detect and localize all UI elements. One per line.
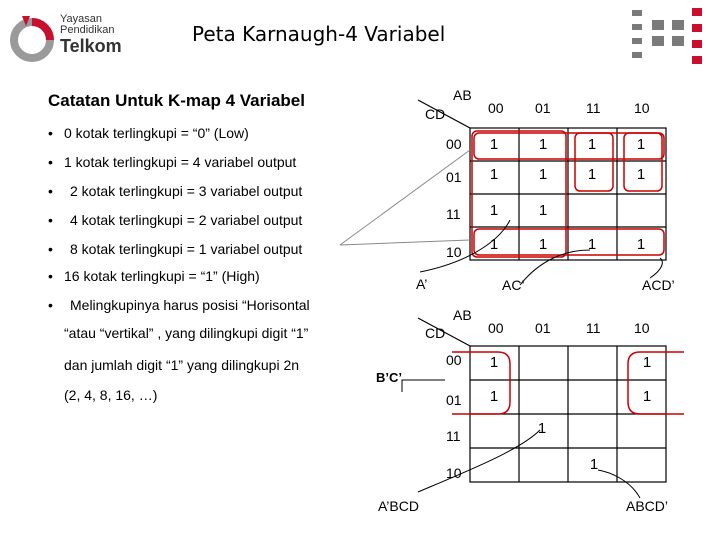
bullet-icon: • — [48, 297, 53, 313]
kmap1-cell: 1 — [489, 136, 499, 153]
arrow-acd-prime — [650, 258, 662, 278]
kmap2-col-header: 11 — [586, 320, 601, 336]
page-title: Peta Karnaugh-4 Variabel — [192, 22, 446, 46]
kmap2-cd-label: CD — [425, 325, 446, 341]
bullet-icon: • — [48, 268, 53, 284]
bullet-icon: • — [48, 125, 53, 141]
arrow-a-bcd — [418, 430, 540, 492]
org-name-line3: Telkom — [60, 36, 122, 56]
kmap2-cell: 1 — [489, 388, 499, 405]
kmap1-col-header: 01 — [535, 100, 551, 116]
note-item: 0 kotak terlingkupi = “0” (Low) — [64, 125, 249, 141]
kmap2-cell: 1 — [589, 456, 599, 473]
kmap2-ab-label: AB — [453, 307, 472, 323]
note-item: 2 kotak terlingkupi = 3 variabel output — [70, 183, 303, 199]
kmap1-cell: 1 — [636, 136, 646, 153]
kmap1-cell: 1 — [587, 236, 597, 253]
kmap2-cell: 1 — [537, 420, 547, 437]
kmap2-row-header: 01 — [446, 392, 462, 408]
note-continuation: “atau “vertikal” , yang dilingkupi digit “1” — [64, 325, 309, 341]
org-name-line1: Yayasan — [60, 13, 102, 25]
kmap1-col-header: 00 — [488, 100, 504, 116]
kmap1-cell: 1 — [489, 202, 499, 219]
kmap2-row-header: 00 — [446, 352, 462, 368]
kmap1-ab-label: AB — [453, 87, 472, 103]
bullet-icon: • — [48, 154, 53, 170]
note-item: 1 kotak terlingkupi = 4 variabel output — [64, 154, 297, 170]
kmap2-row-header: 10 — [446, 465, 462, 481]
kmap1-cell: 1 — [587, 136, 597, 153]
arrow-bc-prime — [402, 380, 445, 392]
kmap1-annotation-ac-prime: AC’ — [502, 277, 525, 293]
kmap1-row-header: 01 — [446, 169, 462, 185]
kmap1-cell: 1 — [636, 236, 646, 253]
bullet-icon: • — [48, 183, 53, 199]
kmap1-cell: 1 — [538, 236, 548, 253]
kmap2-cell: 1 — [642, 388, 652, 405]
kmap1-cell: 1 — [538, 166, 548, 183]
note-continuation: dan jumlah digit “1” yang dilingkupi 2n — [64, 357, 300, 373]
kmap2-row-header: 11 — [446, 428, 461, 444]
kmap2-annotation-bc-prime: B’C’ — [376, 370, 402, 385]
kmap2-col-header: 01 — [535, 320, 551, 336]
pointer-line-1 — [340, 150, 470, 245]
kmap2-cell: 1 — [642, 354, 652, 371]
note-item: 8 kotak terlingkupi = 1 variabel output — [70, 241, 303, 257]
kmap1-annotation-a-prime: A’ — [416, 276, 428, 292]
kmap1-row-header: 10 — [446, 244, 462, 260]
kmap2-col-header: 10 — [634, 320, 650, 336]
kmap1-cell: 1 — [538, 202, 548, 219]
kmap1-annotation-acd-prime: ACD’ — [642, 277, 675, 293]
note-continuation: (2, 4, 8, 16, …) — [64, 387, 158, 403]
note-item: 16 kotak terlingkupi = “1” (High) — [64, 268, 260, 284]
bullet-icon: • — [48, 241, 53, 257]
kmap2-annotation-a-bcd: A’BCD — [378, 498, 419, 514]
kmap1-cell: 1 — [489, 236, 499, 253]
kmap2-arrows — [402, 380, 640, 498]
kmap1-cell: 1 — [489, 166, 499, 183]
bullet-icon: • — [48, 212, 53, 228]
org-name-line2: Pendidikan — [60, 24, 115, 36]
kmap1-cd-label: CD — [425, 106, 446, 122]
kmap2-annotation-abcd-prime: ABCD’ — [626, 498, 669, 514]
notes-heading: Catatan Untuk K-map 4 Variabel — [48, 91, 305, 110]
kmap1-cell: 1 — [636, 166, 646, 183]
kmap2-cell: 1 — [489, 354, 499, 371]
kmap1-row-header: 11 — [446, 206, 461, 222]
arrow-abcd-prime — [598, 470, 640, 498]
kmap1-col-header: 11 — [586, 100, 601, 116]
kmap1-cell: 1 — [587, 166, 597, 183]
kmap1-col-header: 10 — [634, 100, 650, 116]
kmap1-row-header: 00 — [446, 136, 462, 152]
note-item: 4 kotak terlingkupi = 2 variabel output — [70, 212, 303, 228]
kmap2-col-header: 00 — [488, 320, 504, 336]
kmap1-cell: 1 — [538, 136, 548, 153]
note-item: Melingkupinya harus posisi “Horisontal — [70, 297, 310, 313]
